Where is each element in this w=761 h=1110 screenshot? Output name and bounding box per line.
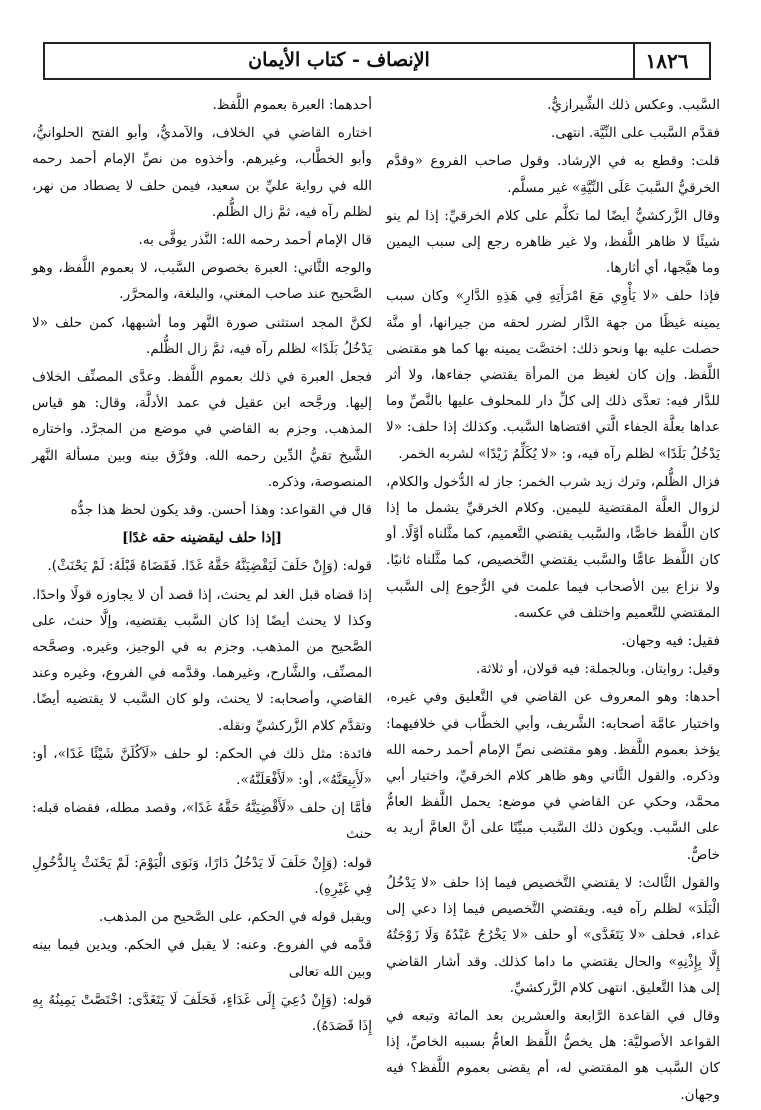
paragraph: وقال في القاعدة الرَّابعة والعشرين بعد المائة وتبعه في القواعد الأصوليَّة: هل يخصُّ اللَّفظ العامُّ بسببه الخاصِّ، إذا كان السَّبب هو المقتضي له، أم يقضى بعموم اللَّفظ؟ فيه وجهان. bbox=[386, 1007, 720, 1103]
paragraph: فجعل العبرة في ذلك بعموم اللَّفظ. وعدَّى المصنِّف الخلاف إليها. ورجَّحه ابن عقيل في عمد الأدلَّة، وقال: هو قياس المذهب. وجزم به القاضي في موضع من المجرَّد. واختاره الشَّيخ تقيُّ الدِّين رحمه الله. وفرَّق بينه وبين مسألة النَّهر المنصوصة، وذكره. bbox=[32, 369, 372, 490]
paragraph: أحدهما: العبرة بعموم اللَّفظ. bbox=[212, 97, 372, 113]
paragraph: قال في القواعد: وهذا أحسن. وقد يكون لحظ هذا جدُّه bbox=[70, 502, 372, 519]
paragraph: والوجه الثَّاني: العبرة بخصوص السَّبب، لا بعموم اللَّفظ، وهو الصَّحيح عند صاحب المغني، والبلغة، والمحرَّر. bbox=[32, 260, 372, 303]
paragraph: قدَّمه في الفروع. وعنه: لا يقبل في الحكم. ويدين فيما بينه وبين الله تعالى bbox=[32, 937, 372, 980]
paragraph: والقول الثَّالث: لا يقتضي التَّخصيص فيما إذا حلف «لا يَدْخُلُ الْبَلَدَ» لظلم رآه فيه. ويقتضي التَّخصيص فيما إذا دعي إلى غداء، فحلف «لا يَتَغَدَّى» أو حلف «لا يَخْرُجُ عَبْدُهُ وَلَا زَوْجَتُهُ إِلَّا بِإِذْنِهِ» والحال يقتضي ما داما كذلك. وقد أشار القاضي إلى هذا التَّعليق. انتهى كلام الزَّركشيِّ. bbox=[386, 874, 720, 996]
page-title: الإنصاف - كتاب الأيمان bbox=[248, 49, 430, 71]
paragraph: قوله: (وَإِنْ دُعِيَ إِلَى غَدَاءٍ، فَحَلَفَ لَا يَتَغَدَّى: اخْتَصَّتْ يَمِينُهُ بِهِ إِذَا قَصَدَهُ). bbox=[32, 991, 372, 1034]
paragraph: فإذا حلف «لا يَأْوِي مَعَ امْرَأَتِهِ فِي هَذِهِ الدَّارِ» وكان سبب يمينه غيظًا من جهة الدَّار لضرر لحقه من جيرانها، أو منَّة حصلت عليه بها ونحو ذلك: اختصَّت يمينه بها كما هو مقتضى اللَّفظ. وإن كان لغيظ من المرأة يقتضي جفاءها، ولا أثر للدَّار فيه: تعدَّى ذلك إلى كلِّ دار للمحلوف عليها بالنَّصِّ وما عداها بعلَّة الجفاء الَّتي اقتضاها السَّبب. وكذلك إذا حلف: «لا يَدْخُلُ بَلَدًا» لظلم رآه فيه، و: «لا يُكَلِّمُ زَيْدًا» لشربه الخمر. bbox=[386, 288, 720, 462]
page-number: ١٨٢٦ bbox=[645, 49, 689, 73]
section-heading: [إذا حلف ليقضينه حقه غدًا] bbox=[121, 530, 282, 547]
paragraph: فقيل: فيه وجهان. bbox=[621, 633, 720, 650]
header-divider bbox=[633, 44, 635, 78]
paragraph: قوله: (وَإِنْ حَلَفَ لَيَقْضِيَنَّهُ حَقَّهُ غَدًا. فَقَضَاهُ قَبْلَهُ: لَمْ يَحْنَثْ). bbox=[47, 558, 372, 575]
paragraph: لكنَّ المجد استثنى صورة النَّهر وما أشبهها، كمن حلف «لا يَدْخُلُ بَلَدًا» لظلم رآه فيه، ثمَّ زال الظُّلم. bbox=[32, 314, 372, 357]
paragraph: فائدة: مثل ذلك في الحكم: لو حلف «لَآكُلَنَّ شَيْئًا غَدًا»، أو: «لَأَبِيعَنَّهُ»، أو: «لَأَفْعَلَنَّهُ». bbox=[32, 745, 372, 789]
left-column bbox=[32, 92, 372, 1041]
paragraph: فأمَّا إن حلف «لَأَقْضِيَنَّهُ حَقَّهُ غَدًا»، وقصد مطله، فقضاه قبله: حنث bbox=[32, 800, 372, 843]
paragraph: فزال الظُّلم، وترك زيد شرب الخمر: جاز له الدُّخول والكلام، لزوال العلَّة المقتضية لليمين. وكلام الخرقيِّ يشمل ما إذا كان اللَّفظ خاصًّا، والسَّبب يقتضي التَّعميم، كما مثَّلناه أوَّلًا. أو كان اللَّفظ عامًّا والسَّبب يقتضي التَّخصيص، كما مثَّلناه ثانيًا. ولا نزاع بين الأصحاب فيما علمت في الرُّجوع إلى السَّبب المقتضي للتَّعميم واختلف في عكسه. bbox=[386, 473, 720, 621]
paragraph: قال الإمام أحمد رحمه الله: النَّذر يوفَّى به. bbox=[138, 232, 372, 249]
paragraph: السَّبب. وعكس ذلك الشِّيرازيُّ. bbox=[547, 97, 720, 113]
paragraph: أحدها: وهو المعروف عن القاضي في التَّعليق وفي غيره، واختيار عامَّة أصحابه: الشَّريف، وأبي الخطَّاب في خلافيهما: يؤخذ بعموم اللَّفظ. وهو مقتضى نصِّ الإمام أحمد رحمه الله وذكره. والقول الثَّاني وهو ظاهر كلام الخرقيِّ، واختيار أبي محمَّد، وحكي عن القاضي في موضع: يحمل اللَّفظ العامُّ على السَّبب. ويكون ذلك السَّبب مبيِّنًا على أنَّ العامَّ أريد به خاصٌّ. bbox=[386, 689, 720, 863]
page-header bbox=[43, 42, 711, 80]
paragraph: قوله: (وَإِنْ حَلَفَ لَا يَدْخُلُ دَارًا، وَنَوَى الْيَوْمَ: لَمْ يَحْنَثْ بِالدُّخُولِ فِي غَيْرِهِ). bbox=[32, 854, 372, 897]
paragraph: ويقبل قوله في الحكم، على الصَّحيح من المذهب. bbox=[99, 909, 372, 926]
paragraph: قلت: وقطع به في الإرشاد. وقول صاحب الفروع «وقدَّم الخرقيُّ السَّببَ عَلَى النِّيَّةِ» غير مسلَّم. bbox=[386, 153, 720, 196]
paragraph: إذا قضاه قبل الغد لم يحنث، إذا قصد أن لا يجاوزه قولًا واحدًا. وكذا لا يحنث أيضًا إذا كان السَّبب يقتضيه، وإلَّا حنث، على الصَّحيح من المذهب. وجزم به في الوجيز، وغيره. وصحَّحه المصنِّف، والشَّارح، وغيرهما. وقدَّمه في الفروع، وغيره وعند القاضي، وأصحابه: لا يحنث، ولو كان السَّبب لا يقتضيه أيضًا. وتقدَّم كلام الزَّركشيِّ ونقله. bbox=[32, 586, 372, 734]
right-column bbox=[386, 92, 720, 1110]
paragraph: وقيل: روايتان. وبالجملة: فيه قولان، أو ثلاثة. bbox=[476, 661, 720, 678]
paragraph: فقدَّم السَّبب على النِّيَّة. انتهى. bbox=[551, 125, 720, 142]
paragraph: وقال الزَّركشيُّ أيضًا لما تكلَّم على كلام الخرقيِّ: إذا لم ينو شيئًا لا ظاهر اللَّفظ، ولا غير ظاهره رجع إلى سبب اليمين وما هيَّجها، أي أثارها. bbox=[386, 207, 720, 277]
paragraph: اختاره القاضي في الخلاف، والآمديُّ، وأبو الفتح الحلوانيُّ، وأبو الخطَّاب، وغيرهم. وأخذوه من نصِّ الإمام أحمد رحمه الله في رواية عليِّ بن سعيد، فيمن حلف لا يصطاد من نهر، لظلم رآه فيه، ثمَّ زال الظُّلم. bbox=[32, 125, 372, 220]
